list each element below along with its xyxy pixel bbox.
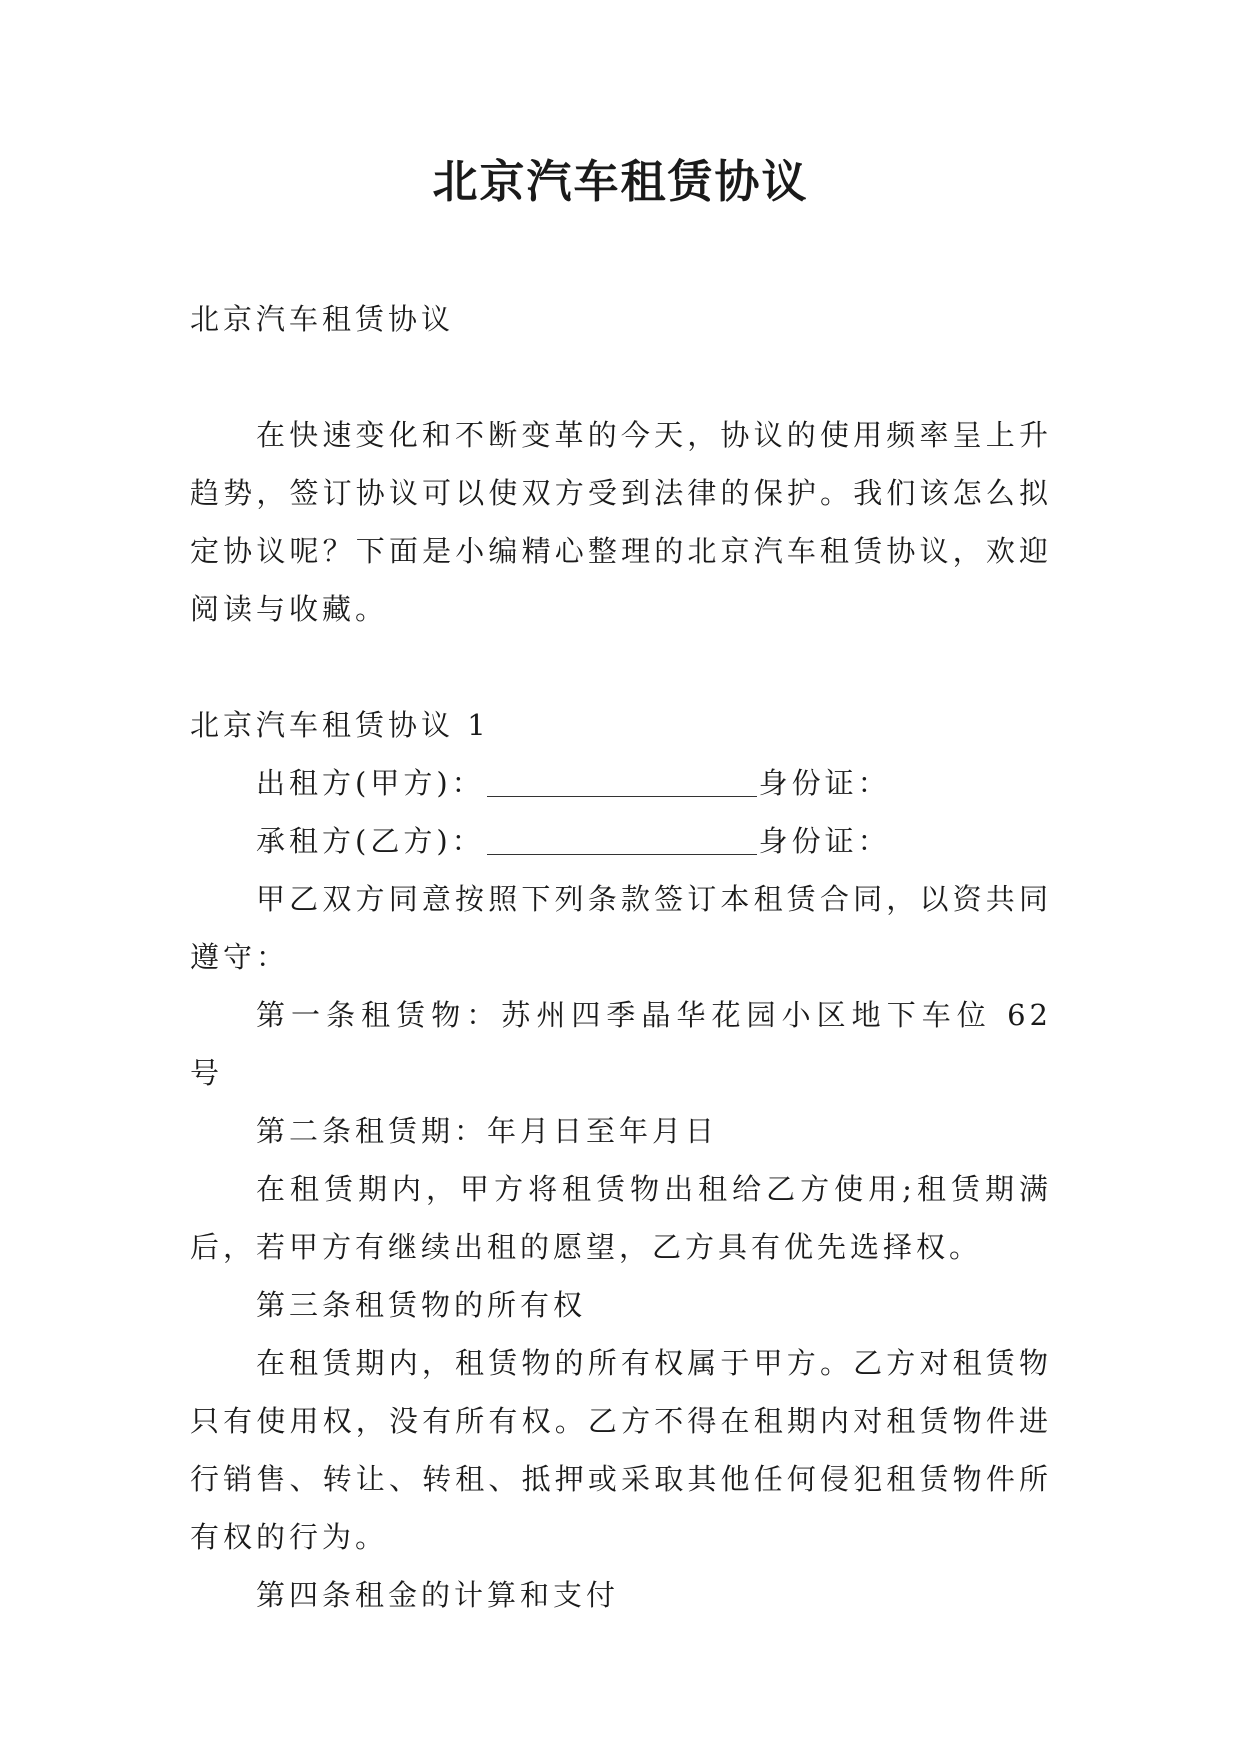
lessee-line [190,812,1052,870]
document-body [190,290,1052,1624]
intro-paragraph: 在快速变化和不断变革的今天，协议的使用频率呈上升趋势，签订协议可以使双方受到法律的保护。我们该怎么拟定协议呢？下面是小编精心整理的北京汽车租赁协议，欢迎阅读与收藏。 [190,418,1052,626]
agreement-paragraph: 甲乙双方同意按照下列条款签订本租赁合同，以资共同遵守： [190,882,1052,974]
lessee-label: 承租方(乙方)： [256,824,485,858]
document-title: 北京汽车租赁协议 [432,155,809,208]
article-1: 第一条租赁物：苏州四季晶华花园小区地下车位 62 号 [190,998,1052,1090]
article-2-body: 在租赁期内，甲方将租赁物出租给乙方使用;租赁期满后，若甲方有继续出租的愿望，乙方具有优先选择权。 [190,1172,1052,1264]
lessor-line [190,754,1052,812]
article-3-body: 在租赁期内，租赁物的所有权属于甲方。乙方对租赁物只有使用权，没有所有权。乙方不得在租期内对租赁物件进行销售、转让、转租、抵押或采取其他任何侵犯租赁物件所有权的行为。 [190,1346,1052,1554]
lessor-id-label: 身份证： [758,766,891,800]
lessee-name-blank [487,824,757,855]
lessor-label: 出租方(甲方)： [256,766,485,800]
article-2: 第二条租赁期：年月日至年月日 [256,1114,719,1148]
article-4: 第四条租金的计算和支付 [256,1578,620,1612]
document-subtitle: 北京汽车租赁协议 [190,302,455,336]
section-heading: 北京汽车租赁协议 1 [190,708,490,742]
lessor-name-blank [487,766,757,797]
article-3: 第三条租赁物的所有权 [256,1288,587,1322]
lessee-id-label: 身份证： [758,824,891,858]
